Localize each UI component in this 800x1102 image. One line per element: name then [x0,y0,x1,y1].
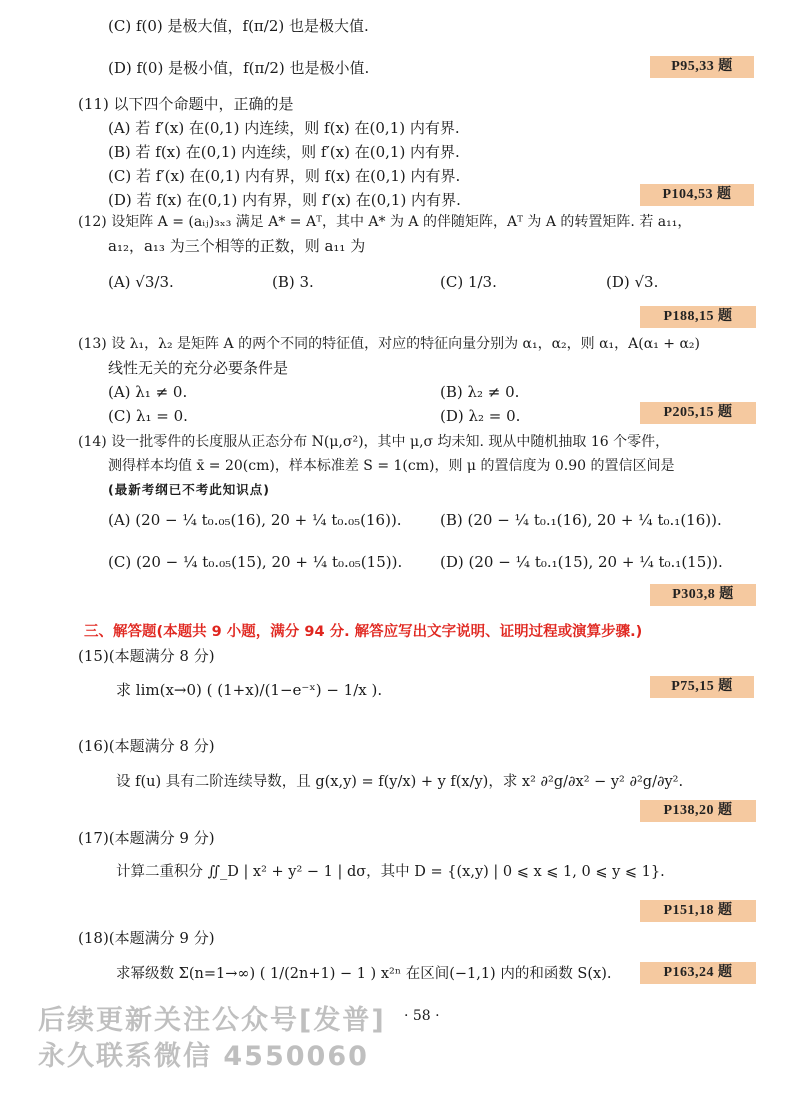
q14-option-a: (A) (20 − ¼ t₀.₀₅(16), 20 + ¼ t₀.₀₅(16)). [108,511,402,529]
q17-reference-tag: P151,18 题 [640,900,756,922]
q15-heading: (15)(本题满分 8 分) [78,647,215,665]
q14-option-b: (B) (20 − ¼ t₀.₁(16), 20 + ¼ t₀.₁(16)). [440,511,722,529]
page-number: · 58 · [404,1008,440,1024]
q18-reference-tag: P163,24 题 [640,962,756,984]
q14-option-c: (C) (20 − ¼ t₀.₀₅(15), 20 + ¼ t₀.₀₅(15)). [108,553,403,571]
q14-note: (最新考纲已不考此知识点) [108,482,270,497]
q16-body: 设 f(u) 具有二阶连续导数，且 g(x,y) = f(y/x) + y f(x/y)，求 x² ∂²g/∂x² − y² ∂²g/∂y². [116,774,684,790]
q18-body: 求幂级数 Σ(n=1→∞) ( 1/(2n+1) − 1 ) x²ⁿ 在区间(−1,1) 内的和函数 S(x). [116,966,612,982]
q12-option-c: (C) 1/3. [440,273,497,291]
q12-stem-line1: (12) 设矩阵 A = (aᵢⱼ)₃ₓ₃ 满足 A* = Aᵀ，其中 A* 为 A 的伴随矩阵，Aᵀ 为 A 的转置矩阵. 若 a₁₁， [78,214,692,230]
q12-stem-line2: a₁₂，a₁₃ 为三个相等的正数，则 a₁₁ 为 [108,237,366,255]
q14-stem-line1: (14) 设一批零件的长度服从正态分布 N(μ,σ²)，其中 μ,σ 均未知. 现从中随机抽取 16 个零件， [78,434,670,450]
q12-option-b: (B) 3. [272,273,314,291]
q14-stem-line2: 测得样本均值 x̄ = 20(cm)，样本标准差 S = 1(cm)，则 μ 的置信度为 0.90 的置信区间是 [108,458,675,474]
q16-heading: (16)(本题满分 8 分) [78,737,215,755]
q12-reference-tag: P188,15 题 [640,306,756,328]
q10-reference-tag: P95,33 题 [650,56,754,78]
q13-option-d: (D) λ₂ = 0. [440,407,521,425]
q12-option-a: (A) √3/3. [108,273,174,291]
watermark-line2: 永久联系微信 4550060 [38,1041,369,1072]
q11-option-a: (A) 若 f′(x) 在(0,1) 内连续，则 f(x) 在(0,1) 内有界. [108,119,460,137]
q15-body: 求 lim(x→0) ( (1+x)/(1−e⁻ˣ) − 1/x ). [116,681,383,699]
q11-option-b: (B) 若 f(x) 在(0,1) 内连续，则 f′(x) 在(0,1) 内有界. [108,143,460,161]
q13-reference-tag: P205,15 题 [640,402,756,424]
q15-reference-tag: P75,15 题 [650,676,754,698]
section-title: 三、解答题(本题共 9 小题，满分 94 分. 解答应写出文字说明、证明过程或演算步骤.) [84,624,643,640]
q14-option-d: (D) (20 − ¼ t₀.₁(15), 20 + ¼ t₀.₁(15)). [440,553,723,571]
watermark-line1: 后续更新关注公众号[发普] [38,1005,386,1036]
q16-reference-tag: P138,20 题 [640,800,756,822]
q12-option-d: (D) √3. [606,273,659,291]
q11-option-c: (C) 若 f′(x) 在(0,1) 内有界，则 f(x) 在(0,1) 内有界. [108,167,461,185]
q13-stem-line1: (13) 设 λ₁，λ₂ 是矩阵 A 的两个不同的特征值，对应的特征向量分别为 α₁，α₂，则 α₁，A(α₁ + α₂) [78,336,700,352]
q17-heading: (17)(本题满分 9 分) [78,829,215,847]
q13-option-b: (B) λ₂ ≠ 0. [440,383,520,401]
q13-option-a: (A) λ₁ ≠ 0. [108,383,188,401]
q13-option-c: (C) λ₁ = 0. [108,407,188,425]
q13-stem-line2: 线性无关的充分必要条件是 [108,359,289,377]
q10-option-d: (D) f(0) 是极小值，f(π/2) 也是极小值. [108,59,370,77]
q11-option-d: (D) 若 f(x) 在(0,1) 内有界，则 f′(x) 在(0,1) 内有界. [108,191,461,209]
q11-stem: (11) 以下四个命题中，正确的是 [78,95,294,113]
q18-heading: (18)(本题满分 9 分) [78,929,215,947]
q14-reference-tag: P303,8 题 [650,584,756,606]
q11-reference-tag: P104,53 题 [640,184,754,206]
q10-option-c: (C) f(0) 是极大值，f(π/2) 也是极大值. [108,17,369,35]
q17-body: 计算二重积分 ∬_D | x² + y² − 1 | dσ，其中 D = {(x,y) | 0 ⩽ x ⩽ 1, 0 ⩽ y ⩽ 1}. [116,864,665,880]
